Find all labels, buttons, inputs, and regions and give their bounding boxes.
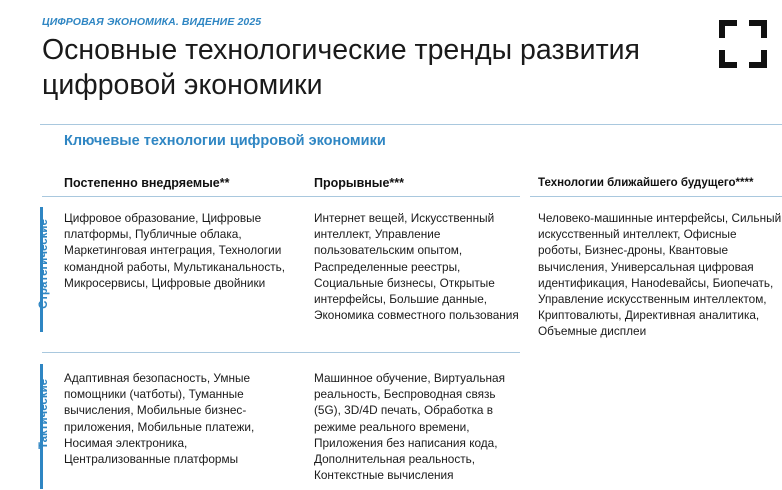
cell-future-technologies: Человеко-машинные интерфейсы, Сильный искусственный интеллект, Офисные роботы, Бизнес-дроны, Квантовые вычисления, Универсальная цифровая идентификация, Наноdевайсы, Биопечать, Управление искусственным интеллектом, Криптовалюты, Директивная аналитика, Объемные дисплеи <box>538 211 782 339</box>
column-heading-breakthrough: Прорывные*** <box>314 176 405 190</box>
cell-strategic-breakthrough: Интернет вещей, Искусственный интеллект, Управление пользовательским опытом, Распределенные реестры, Социальные бизнесы, Открытые интерфейсы, Большие данные, Экономика совместного пользования <box>314 211 519 323</box>
section-title: Ключевые технологии цифровой экономики <box>64 133 386 149</box>
cell-tactical-breakthrough: Машинное обучение, Виртуальная реальность, Беспроводная связь (5G), 3D/4D печать, Обработка в режиме реального времени, Приложения без написания кода, Дополнительная реальность, Контекстные вычисления <box>314 371 506 483</box>
row-label-strategic: Стратегические <box>38 219 50 309</box>
header-rule-right <box>530 196 782 197</box>
header-rule-left <box>42 196 520 197</box>
column-heading-future: Технологии ближайшего будущего**** <box>538 177 754 189</box>
row-label-tactical: Тактические <box>38 378 50 450</box>
row-divider <box>42 352 520 353</box>
cell-strategic-gradual: Цифровое образование, Цифровые платформы, Публичные облака, Маркетинговая интеграция, Технологии командной работы, Мультиканальность, Микросервисы, Цифровые двойники <box>64 211 286 290</box>
bracket-corners-logo-icon <box>719 20 767 68</box>
column-heading-gradual: Постепенно внедряемые** <box>64 176 230 190</box>
section-top-rule <box>40 124 782 125</box>
report-kicker: ЦИФРОВАЯ ЭКОНОМИКА. ВИДЕНИЕ 2025 <box>42 16 262 28</box>
cell-tactical-gradual: Адаптивная безопасность, Умные помощники (чатботы), Туманные вычисления, Мобильные бизнес-приложения, Мобильные платежи, Носимая электроника, Централизованные платформы <box>64 371 255 467</box>
page-title: Основные технологические тренды развития цифровой экономики <box>42 34 640 101</box>
